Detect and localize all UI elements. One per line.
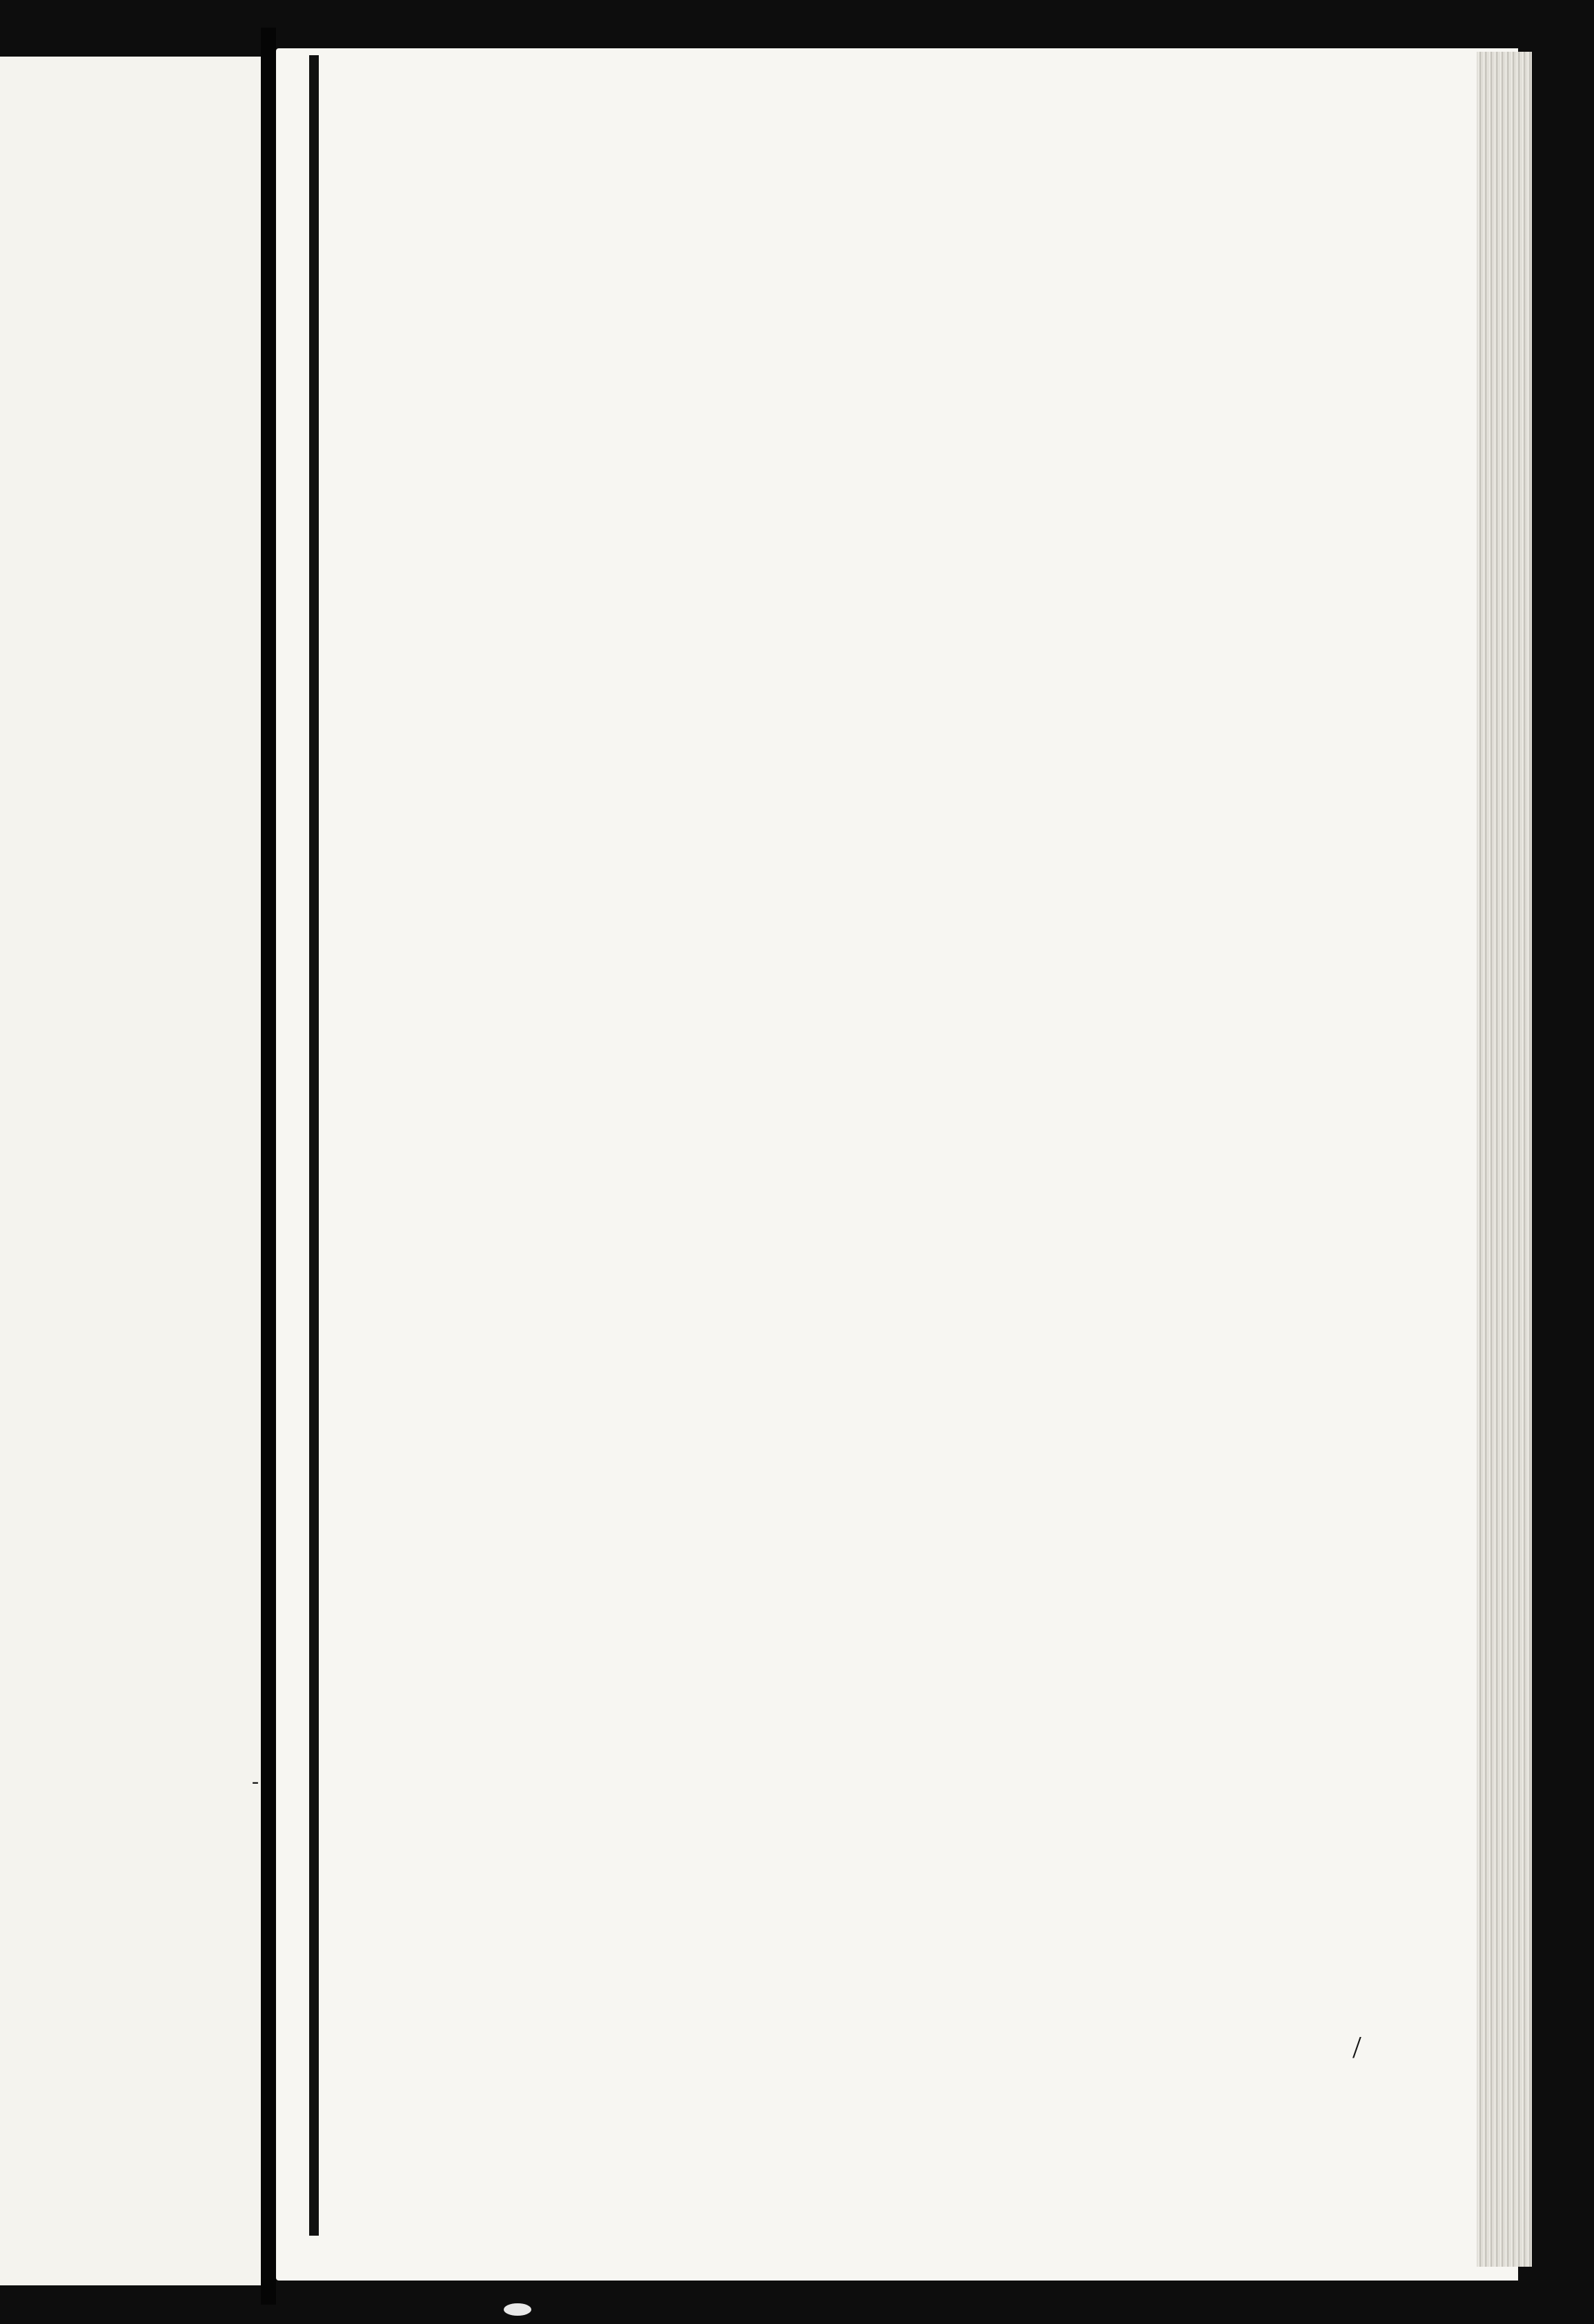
current-page bbox=[276, 48, 1518, 2281]
previous-page-fragment bbox=[0, 57, 261, 2285]
gutter-shadow bbox=[309, 55, 319, 2236]
book-gutter bbox=[261, 28, 276, 2305]
page-edges bbox=[1477, 52, 1532, 2267]
margin-mark: - bbox=[252, 1770, 259, 1793]
margin-mark: / bbox=[1352, 2029, 1361, 2065]
scan-artifact bbox=[504, 2303, 531, 2316]
